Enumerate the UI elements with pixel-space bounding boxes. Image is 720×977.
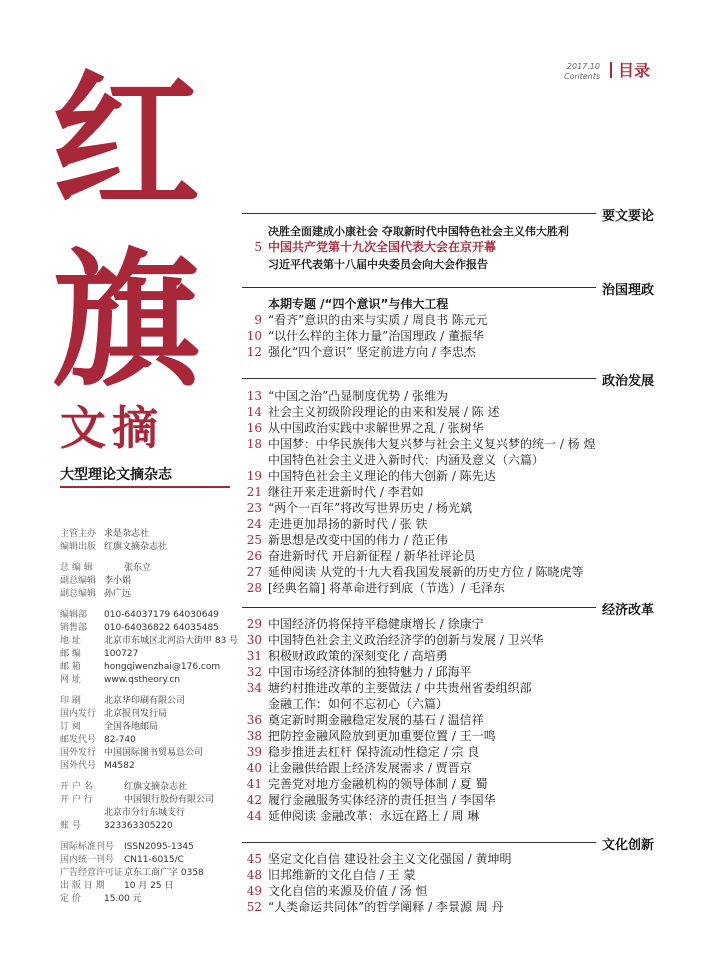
info-key: 副总编辑	[60, 589, 97, 599]
toc-page-number: 14	[246, 405, 262, 419]
info-value: 010-64036822 64035485	[104, 623, 219, 633]
info-key: 国外发行	[60, 748, 97, 758]
section-rule	[242, 378, 654, 379]
toc-entry-title: 习近平代表第十八届中央委员会向大会作报告	[268, 258, 488, 271]
info-key: 账 号	[60, 821, 81, 831]
info-key: 广告经营许可证	[60, 868, 124, 878]
masthead-char-qi: 旗	[52, 233, 200, 407]
section-label: 文化创新	[596, 834, 654, 853]
masthead-info-row	[60, 747, 203, 759]
toc-entry[interactable]	[238, 240, 496, 255]
info-value: 北京华印刷有限公司	[104, 696, 186, 706]
info-value: 中国银行股份有限公司	[124, 795, 215, 805]
toc-entry[interactable]	[238, 617, 484, 632]
toc-entry[interactable]	[238, 257, 488, 272]
masthead-info-row	[60, 695, 185, 707]
toc-entry-title: 积极财政政策的深刻变化 / 高培勇	[268, 649, 448, 663]
info-key: 国内统一刊号	[60, 855, 115, 865]
info-key: 地 址	[60, 636, 81, 646]
toc-entry-title: 完善党对地方金融机构的领导体制 / 夏 蜀	[268, 777, 488, 791]
info-value: 323363305220	[104, 821, 173, 831]
toc-page-number: 31	[246, 649, 262, 663]
masthead-info-row	[60, 893, 142, 905]
info-value: www.qstheory.cn	[104, 675, 181, 685]
masthead-info-row	[60, 721, 158, 733]
toc-page-number: 25	[246, 533, 262, 547]
info-key: 定 价	[60, 894, 81, 904]
toc-entry-title: 社会主义初级阶段理论的由来和发展 / 陈 述	[268, 405, 500, 419]
toc-page-number: 39	[246, 745, 262, 759]
toc-entry-title: 金融工作：如何不忘初心（六篇）	[268, 697, 449, 711]
toc-entry-title: 文化自信的来源及价值 / 汤 恒	[268, 884, 428, 898]
toc-page-number: 21	[246, 485, 262, 499]
toc-title-text: 目录	[618, 61, 651, 80]
toc-entry-title: 旧邦维新的文化自信 / 王 蒙	[268, 868, 416, 882]
toc-entry[interactable]	[238, 900, 504, 915]
toc-entry[interactable]	[238, 224, 569, 239]
masthead-info-row	[60, 841, 194, 853]
toc-page-number: 48	[246, 868, 262, 882]
masthead-info-row	[60, 588, 131, 600]
toc-entry-title: 中国特色社会主义理论的伟大创新 / 陈先达	[268, 469, 496, 483]
toc-entry-title: “看齐”意识的由来与实质 / 周良书 陈元元	[268, 313, 488, 327]
toc-page-number: 9	[254, 313, 262, 327]
toc-entry-title: 决胜全面建成小康社会 夺取新时代中国特色社会主义伟大胜利	[268, 225, 569, 238]
toc-entry-title: “两个一百年”将改写世界历史 / 杨光斌	[268, 501, 472, 515]
section-label: 要文要论	[596, 205, 654, 224]
toc-entry[interactable]	[238, 469, 496, 484]
info-value: CN11-6015/C	[124, 855, 184, 865]
toc-entry-title: 从中国政治实践中求解世界之乱 / 张树华	[268, 421, 484, 435]
info-key: 印 刷	[60, 696, 81, 706]
toc-entry-title: 把防控金融风险放到更加重要位置 / 王一鸣	[268, 729, 496, 743]
toc-entry[interactable]	[238, 297, 448, 312]
info-key: 销售部	[60, 623, 88, 633]
toc-entry[interactable]	[238, 501, 472, 516]
toc-page-number: 23	[246, 501, 262, 515]
masthead-info-row	[60, 854, 184, 866]
issue-date-block	[540, 62, 600, 82]
toc-entry-title: 强化“四个意识” 坚定前进方向 / 李忠杰	[268, 345, 476, 359]
toc-entry[interactable]	[238, 884, 428, 899]
info-value: 张东立	[124, 563, 152, 573]
info-key: 主管主办	[60, 529, 97, 539]
info-key: 网 址	[60, 675, 81, 685]
toc-entry-title: 稳步推进去杠杆 保持流动性稳定 / 宗 良	[268, 745, 480, 759]
toc-entry-title: “以什么样的主体力量”治国理政 / 董振华	[268, 329, 484, 343]
toc-entry-title: 奠定新时期金融稳定发展的基石 / 温信祥	[268, 713, 484, 727]
toc-entry-title: 中国市场经济体制的独特魅力 / 邱海平	[268, 665, 472, 679]
info-key: 国外代号	[60, 761, 97, 771]
info-key: 国内发行	[60, 709, 97, 719]
toc-page-number: 40	[246, 761, 262, 775]
toc-entry[interactable]	[238, 329, 484, 344]
info-value: ISSN2095-1345	[124, 842, 194, 852]
toc-page-number: 34	[246, 681, 262, 695]
masthead-info-row	[60, 794, 214, 806]
section-rule	[242, 287, 654, 288]
toc-page-number: 19	[246, 469, 262, 483]
info-key: 国际标准刊号	[60, 842, 115, 852]
info-value: 红旗文摘杂志社	[124, 782, 188, 792]
masthead-info-row	[60, 807, 185, 819]
toc-entry-title: 中国特色社会主义政治经济学的创新与发展 / 卫兴华	[268, 633, 544, 647]
masthead-info-row	[60, 541, 167, 553]
masthead-info-row	[60, 609, 219, 621]
toc-page-number: 42	[246, 793, 262, 807]
toc-page-number: 32	[246, 665, 262, 679]
toc-entry-title: “人类命运共同体”的哲学阐释 / 李景源 周 丹	[268, 900, 504, 914]
contents-label: Contents	[564, 72, 600, 81]
toc-entry[interactable]	[238, 777, 488, 792]
toc-entry[interactable]	[238, 405, 500, 420]
toc-entry[interactable]	[238, 313, 488, 328]
info-value: 100727	[104, 649, 139, 659]
info-key: 订 阅	[60, 722, 81, 732]
toc-page-number: 38	[246, 729, 262, 743]
masthead-info-row	[60, 622, 219, 634]
toc-page-number: 18	[246, 437, 262, 451]
section-rule	[242, 842, 654, 843]
toc-entry[interactable]	[238, 633, 544, 648]
masthead-info-row	[60, 661, 220, 673]
toc-page-number: 27	[246, 565, 262, 579]
masthead-info-row	[60, 708, 167, 720]
toc-page-number: 13	[246, 389, 262, 403]
masthead-divider	[60, 486, 230, 488]
masthead-info-row	[60, 562, 151, 574]
toc-entry[interactable]	[238, 533, 448, 548]
toc-page-number: 41	[246, 777, 262, 791]
toc-entry[interactable]	[238, 665, 472, 680]
info-value: 82-740	[104, 735, 136, 745]
toc-entry-title: “中国之治”凸显制度优势 / 张维为	[268, 389, 448, 403]
toc-title	[610, 58, 650, 81]
info-key: 副总编辑	[60, 576, 97, 586]
toc-page-number: 36	[246, 713, 262, 727]
toc-page-number: 16	[246, 421, 262, 435]
info-key: 邮 箱	[60, 662, 81, 672]
info-value: 北京市分行东城支行	[104, 808, 186, 818]
toc-entry[interactable]	[238, 437, 596, 452]
info-value: 李小娟	[104, 576, 132, 586]
masthead-info-row	[60, 575, 131, 587]
toc-entry[interactable]	[238, 485, 424, 500]
toc-entry[interactable]	[238, 517, 428, 532]
info-key: 开 户 行	[60, 795, 93, 805]
toc-entry-title: 延伸阅读 从党的十九大看我国发展新的历史方位 / 陈晓虎等	[268, 565, 584, 579]
masthead-info-row	[60, 820, 173, 832]
info-key: 邮 编	[60, 649, 81, 659]
info-value: 孙广远	[104, 589, 132, 599]
info-key: 编辑出版	[60, 542, 97, 552]
toc-page-number: 10	[246, 329, 262, 343]
info-value: 全国各地邮局	[104, 722, 159, 732]
toc-page-number: 26	[246, 549, 262, 563]
toc-title-bar	[610, 62, 612, 78]
toc-entry[interactable]	[238, 549, 476, 564]
toc-entry[interactable]	[238, 761, 472, 776]
masthead-info-row	[60, 674, 180, 686]
info-key: 编辑部	[60, 610, 88, 620]
toc-entry[interactable]	[238, 852, 512, 867]
section-label: 政治发展	[596, 370, 654, 389]
toc-entry[interactable]	[238, 745, 479, 760]
toc-page-number: 44	[246, 809, 262, 823]
toc-entry[interactable]	[238, 649, 448, 664]
section-label: 治国理政	[596, 279, 654, 298]
masthead-info-row	[60, 760, 135, 772]
toc-entry-title: 延伸阅读 金融改革：永远在路上 / 周 琳	[268, 809, 480, 823]
toc-entry[interactable]	[238, 713, 484, 728]
masthead-info-row	[60, 781, 187, 793]
section-rule	[242, 213, 654, 214]
info-value: M4582	[104, 761, 135, 771]
toc-entry[interactable]	[238, 565, 584, 580]
toc-entry-title: 中国经济仍将保持平稳健康增长 / 徐康宁	[268, 617, 484, 631]
masthead-info-row	[60, 880, 174, 892]
masthead-info-row	[60, 648, 138, 660]
info-value: 北京市东城区北河沿大街甲 83 号	[104, 636, 239, 646]
info-value: 10 月 25 日	[124, 881, 174, 891]
toc-entry-title: 履行金融服务实体经济的责任担当 / 李国华	[268, 793, 496, 807]
masthead-info-row	[60, 734, 136, 746]
toc-page-number: 49	[246, 884, 262, 898]
info-value: hongqiwenzhai@176.com	[104, 662, 221, 672]
toc-entry[interactable]	[238, 809, 479, 824]
toc-entry-title: 坚定文化自信 建设社会主义文化强国 / 黄坤明	[268, 852, 512, 866]
toc-entry-title: 让金融供给跟上经济发展需求 / 贾晋京	[268, 761, 472, 775]
info-value: 京东工商广字 0358	[124, 868, 204, 878]
toc-entry-title: 中国共产党第十九次全国代表大会在京开幕	[268, 240, 497, 254]
masthead-info-row	[60, 528, 149, 540]
toc-entry[interactable]	[238, 729, 496, 744]
toc-page-number: 5	[254, 240, 262, 254]
section-label: 经济改革	[596, 599, 654, 618]
info-value: 红旗文摘杂志社	[104, 542, 168, 552]
toc-page-number: 12	[246, 345, 262, 359]
toc-entry-title: 中国梦：中华民族伟大复兴梦与社会主义复兴梦的统一 / 杨 煌	[268, 437, 596, 451]
toc-entry[interactable]	[238, 453, 544, 468]
toc-entry-title: 塘约村推进改革的主要做法 / 中共贵州省委组织部	[268, 681, 532, 695]
toc-entry-title: 奋进新时代 开启新征程 / 新华社评论员	[268, 549, 476, 563]
toc-entry[interactable]	[238, 681, 532, 696]
toc-entry-title: 中国特色社会主义进入新时代：内涵及意义（六篇）	[268, 453, 545, 467]
info-value: 北京报刊发行局	[104, 709, 168, 719]
toc-entry[interactable]	[238, 868, 416, 883]
info-key: 邮发代号	[60, 735, 97, 745]
toc-entry-title: 新思想是改变中国的伟力 / 范正伟	[268, 533, 448, 547]
toc-entry[interactable]	[238, 389, 448, 404]
toc-entry[interactable]	[238, 421, 484, 436]
masthead-char-hong: 红	[52, 55, 200, 229]
masthead-info-row	[60, 635, 238, 647]
toc-entry-title: 走进更加昂扬的新时代 / 张 铁	[268, 517, 428, 531]
info-key: 总 编 辑	[60, 563, 93, 573]
info-key: 开 户 名	[60, 782, 93, 792]
info-value: 求是杂志社	[104, 529, 150, 539]
masthead-info-row	[60, 867, 204, 879]
toc-entry[interactable]	[238, 793, 496, 808]
info-value: 中国国际图书贸易总公司	[104, 748, 204, 758]
toc-page-number: 30	[246, 633, 262, 647]
toc-page-number: 28	[246, 581, 262, 595]
toc-entry[interactable]	[238, 581, 505, 596]
info-value: 15.00 元	[104, 894, 142, 904]
section-rule	[242, 607, 654, 608]
masthead-wenzhai: 文摘	[60, 401, 164, 455]
issue-date: 2017.10	[566, 62, 600, 71]
toc-entry-title: 继往开来走进新时代 / 李君如	[268, 485, 424, 499]
toc-page-number: 29	[246, 617, 262, 631]
toc-entry[interactable]	[238, 697, 448, 712]
info-value: 010-64037179 64030649	[104, 610, 219, 620]
toc-entry-title: 本期专题 /“四个意识”与伟大工程	[268, 297, 449, 311]
toc-page-number: 45	[246, 852, 262, 866]
masthead-subtitle: 大型理论文摘杂志	[60, 467, 172, 483]
info-key: 出 版 日 期	[60, 881, 105, 891]
toc-page-number: 52	[246, 900, 262, 914]
toc-entry-title: [经典名篇] 将革命进行到底（节选）/ 毛泽东	[268, 581, 506, 595]
toc-page-number: 24	[246, 517, 262, 531]
toc-entry[interactable]	[238, 345, 476, 360]
